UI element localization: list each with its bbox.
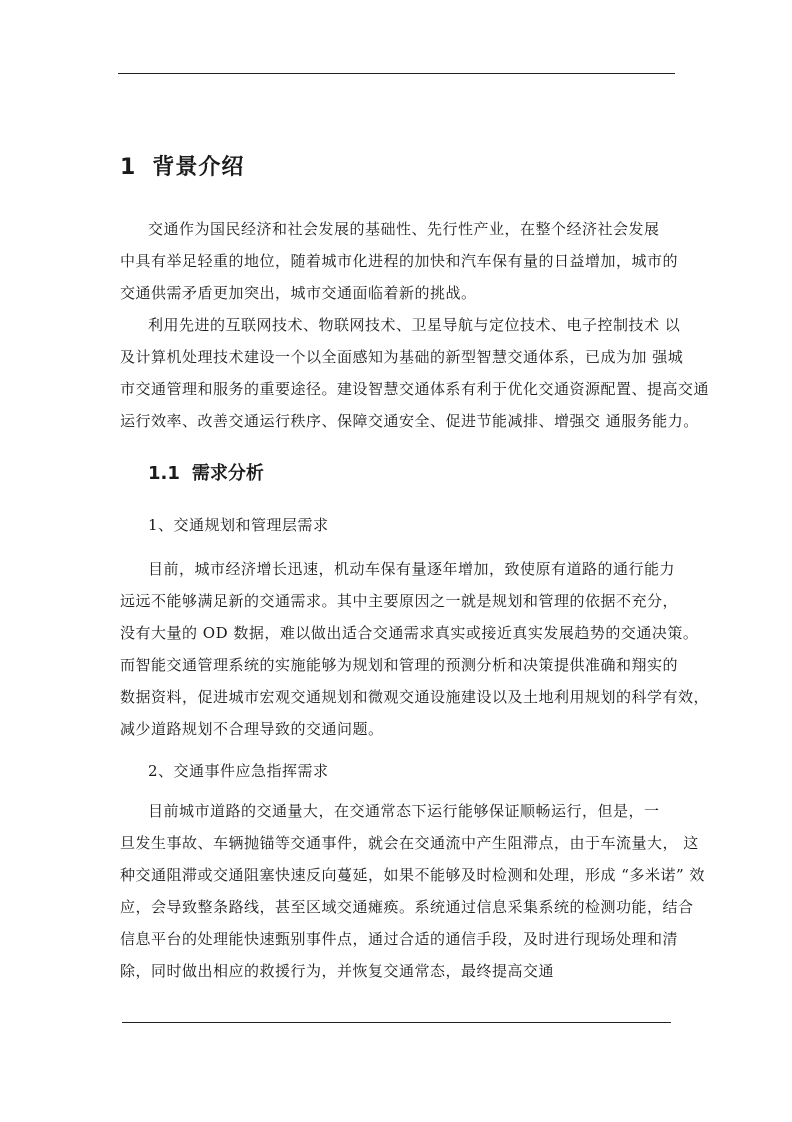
subsection-number: 1.1	[148, 463, 180, 484]
subsection-heading	[148, 459, 264, 485]
paragraph-line: 种交通阻滞或交通阻塞快速反向蔓延，如果不能够及时检测和处理，形成 “多米诺” 效	[120, 866, 705, 884]
paragraph-line: 交通作为国民经济和社会发展的基础性、先行性产业，在整个经济社会发展	[148, 220, 660, 238]
list-item-title: 1、交通规划和管理层需求	[148, 516, 329, 534]
paragraph-line: 市交通管理和服务的重要途径。建设智慧交通体系有利于优化交通资源配置、提高交通	[120, 380, 710, 398]
section-number: 1	[120, 155, 137, 180]
paragraph-line: 应，会导致整条路线，甚至区域交通瘫痪。系统通过信息采集系统的检测功能，结合	[120, 898, 694, 916]
header-rule	[118, 73, 675, 74]
paragraph-line: 数据资料，促进城市宏观交通规划和微观交通设施建设以及土地利用规划的科学有效，	[120, 688, 710, 706]
subsection-title: 需求分析	[191, 463, 264, 484]
paragraph-line: 没有大量的 OD 数据，难以做出适合交通需求真实或接近真实发展趋势的交通决策。	[120, 624, 699, 642]
paragraph-line: 目前，城市经济增长迅速，机动车保有量逐年增加，致使原有道路的通行能力	[148, 560, 676, 578]
paragraph-line: 运行效率、改善交通运行秩序、保障交通安全、促进节能减排、增强交 通服务能力。	[120, 412, 699, 430]
section-heading	[120, 150, 244, 181]
paragraph-line: 除，同时做出相应的救援行为，并恢复交通常态，最终提高交通	[120, 962, 555, 980]
list-item-title: 2、交通事件应急指挥需求	[148, 762, 329, 780]
paragraph-line: 减少道路规划不合理导致的交通问题。	[120, 720, 384, 738]
paragraph-line: 而智能交通管理系统的实施能够为规划和管理的预测分析和决策提供准确和翔实的	[120, 656, 679, 674]
section-title: 背景介绍	[152, 155, 245, 180]
paragraph-line: 及计算机处理技术建设一个以全面感知为基础的新型智慧交通体系，已成为加 强城	[120, 348, 684, 366]
paragraph-line: 信息平台的处理能快速甄别事件点，通过合适的通信手段，及时进行现场处理和清	[120, 930, 679, 948]
paragraph-line: 远远不能够满足新的交通需求。其中主要原因之一就是规划和管理的依据不充分，	[120, 592, 679, 610]
paragraph-line: 中具有举足轻重的地位，随着城市化进程的加快和汽车保有量的日益增加，城市的	[120, 252, 679, 270]
paragraph-line: 旦发生事故、车辆抛锚等交通事件，就会在交通流中产生阻滞点，由于车流量大， 这	[120, 834, 699, 852]
paragraph-line: 交通供需矛盾更加突出，城市交通面临着新的挑战。	[120, 284, 477, 302]
footer-rule	[122, 1022, 671, 1023]
paragraph-line: 目前城市道路的交通量大，在交通常态下运行能够保证顺畅运行，但是，一	[148, 802, 660, 820]
paragraph-line: 利用先进的互联网技术、物联网技术、卫星导航与定位技术、电子控制技术 以	[148, 316, 681, 334]
